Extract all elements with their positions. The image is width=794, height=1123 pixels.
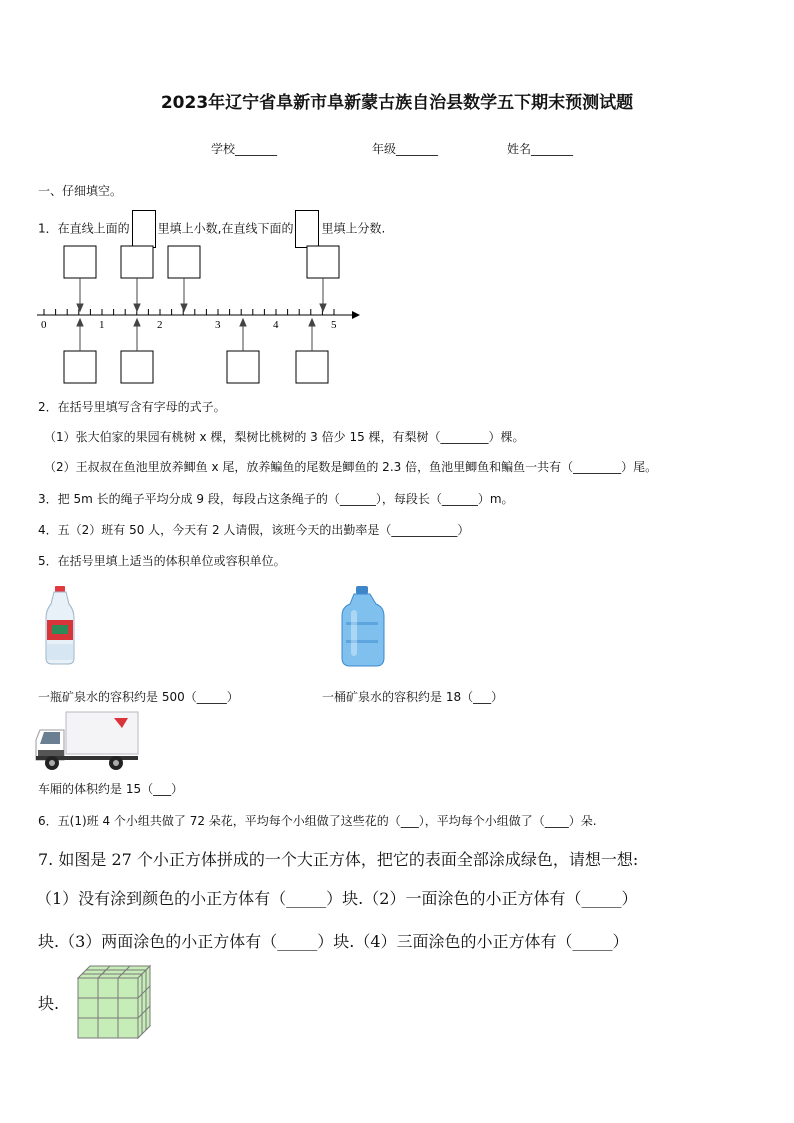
cube-image: [78, 966, 158, 1040]
grade-field: 年级_______: [372, 142, 439, 156]
q1-text-b: 里填上小数,在直线下面的: [157, 221, 294, 236]
water-barrel-image: [338, 586, 388, 668]
question-5-stem: 5．在括号里填上适当的体积单位或容积单位。: [38, 554, 286, 568]
answer-box-bottom[interactable]: [296, 351, 328, 383]
question-7-line-4: 块.: [38, 994, 60, 1013]
water-bottle-image: [40, 586, 80, 666]
question-2-stem: 2．在括号里填写含有字母的式子。: [38, 400, 226, 414]
answer-box-top[interactable]: [64, 246, 96, 278]
q1-text-c: 里填上分数.: [321, 221, 386, 236]
question-2-part-2: （2）王叔叔在鱼池里放养鲫鱼 x 尾，放养鳊鱼的尾数是鲫鱼的 2.3 倍，鱼池里鲫鱼和鳊鱼一共有（________）尾。: [44, 460, 658, 474]
axis-tick-label: 2: [157, 319, 163, 331]
question-3: 3．把 5m 长的绳子平均分成 9 段，每段占这条绳子的（______），每段长（______）m。: [38, 492, 514, 506]
number-line-figure: [0, 0, 794, 400]
axis-tick-label: 3: [215, 319, 221, 331]
page-title: 2023年辽宁省阜新市阜新蒙古族自治县数学五下期末预测试题: [160, 93, 634, 113]
school-field: 学校_______: [211, 142, 278, 156]
question-7-line-2: （1）没有涂到颜色的小正方体有（_____）块.（2）一面涂色的小正方体有（_____）: [36, 889, 638, 908]
question-4: 4．五（2）班有 50 人，今天有 2 人请假，该班今天的出勤率是（___________）: [38, 523, 470, 537]
axis-tick-label: 1: [99, 319, 105, 331]
name-field: 姓名_______: [507, 142, 574, 156]
answer-box-bottom[interactable]: [227, 351, 259, 383]
answer-box-bottom[interactable]: [121, 351, 153, 383]
question-6: 6．五(1)班 4 个小组共做了 72 朵花，平均每个小组做了这些花的（___），平均每个小组做了（____）朵.: [38, 814, 597, 828]
section-heading: 一、仔细填空。: [38, 184, 123, 198]
question-7-line-1: 7. 如图是 27 个小正方体拼成的一个大正方体，把它的表面全部涂成绿色，请想一想:: [38, 850, 639, 869]
q1-text-a: 1．在直线上面的: [38, 221, 130, 236]
answer-box-top[interactable]: [168, 246, 200, 278]
bottle-statement: 一瓶矿泉水的容积约是 500（_____）: [38, 690, 239, 704]
axis-tick-label: 0: [41, 319, 47, 331]
answer-box-top[interactable]: [121, 246, 153, 278]
barrel-statement: 一桶矿泉水的容积约是 18（___）: [322, 690, 504, 704]
truck-image: [36, 710, 140, 772]
axis-tick-label: 4: [273, 319, 279, 331]
truck-statement: 车厢的体积约是 15（___）: [38, 782, 184, 796]
axis-arrowhead: [352, 311, 360, 319]
question-2-part-1: （1）张大伯家的果园有桃树 x 棵，梨树比桃树的 3 倍少 15 棵，有梨树（________）棵。: [44, 430, 525, 444]
axis-tick-label: 5: [331, 319, 337, 331]
answer-box-top[interactable]: [307, 246, 339, 278]
question-7-line-3: 块.（3）两面涂色的小正方体有（_____）块.（4）三面涂色的小正方体有（_____）: [38, 932, 629, 951]
answer-box-bottom[interactable]: [64, 351, 96, 383]
